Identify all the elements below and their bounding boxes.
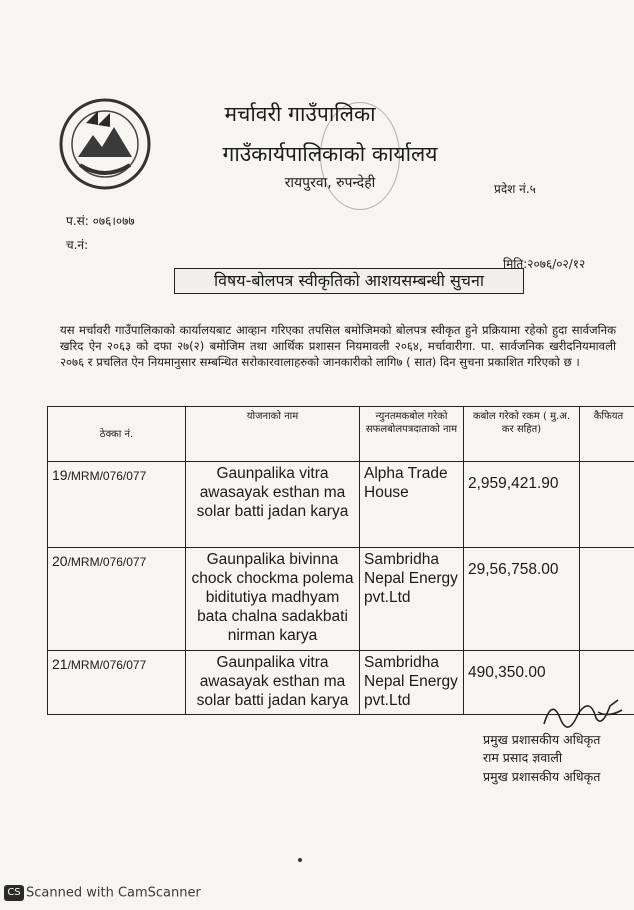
header-remarks: कैफियत	[580, 407, 634, 462]
dispatch-number: च.नं:	[66, 238, 89, 252]
header-contract-no: ठेक्का नं.	[48, 407, 186, 462]
office-location: रायपुरवा, रुपन्देही	[284, 175, 376, 191]
camscanner-text: Scanned with CamScanner	[26, 885, 201, 901]
camscanner-logo-icon: CS	[4, 885, 24, 901]
office-name: गाउँकार्यपालिकाको कार्यालय	[222, 142, 438, 166]
contract-code: /MRM/076/077	[67, 469, 147, 483]
project-name-cell: Gaunpalika vitra awasayak esthan ma solar batti jadan karya	[186, 651, 360, 715]
contract-number: 20	[52, 553, 68, 569]
province-label: प्रदेश नं.५	[494, 182, 536, 196]
contract-no-cell	[48, 651, 186, 715]
bid-amount-cell: 29,56,758.00	[464, 548, 580, 651]
table-row	[48, 548, 634, 651]
reference-number: प.सं: ०७६।०७७	[66, 214, 135, 228]
remarks-cell	[580, 462, 634, 548]
contract-table	[47, 406, 634, 715]
bidder-name-cell: Sambridha Nepal Energy pvt.Ltd	[360, 548, 464, 651]
contract-no-cell	[48, 548, 186, 651]
signatory-title: प्रमुख प्रशासकीय अधिकृत	[483, 732, 601, 747]
remarks-cell	[580, 548, 634, 651]
table-row	[48, 462, 634, 548]
project-name-cell: Gaunpalika vitra awasayak esthan ma solar batti jadan karya	[186, 462, 360, 548]
contract-number: 21	[52, 656, 68, 672]
bidder-name-cell: Sambridha Nepal Energy pvt.Ltd	[360, 651, 464, 715]
header-bid-amount: कबोल गरेको रकम ( मु.अ. कर सहित)	[464, 407, 580, 462]
contract-code: /MRM/076/077	[67, 658, 147, 672]
notice-body: यस मर्चावरी गाउँपालिकाको कार्यालयबाट आव्हान गरिएका तपसिल बमोजिमको बोलपत्र स्वीकृत हुने प्रक्रियामा रहेको हुदा सार्वजनिक खरिद ऐन २०६३ को दफा २७(२) बमोजिम तथा आर्थिक प्रशासन नियमावली २०६४, मर्चावारीगा. पा. सार्वजनिक खरीदनियमावली २०७६ र प्रचलित ऐन नियमानुसार सम्बन्धित सरोकारवालाहरुको जानकारीको लागि७ ( सात) दिन सुचना प्रकाशित गरिएको छ ।	[60, 323, 616, 369]
contract-no-cell	[48, 462, 186, 548]
municipality-name: मर्चावरी गाउँपालिका	[224, 102, 376, 126]
bid-amount-cell: 2,959,421.90	[464, 462, 580, 548]
contract-code: /MRM/076/077	[67, 555, 147, 569]
scan-dot	[298, 858, 302, 862]
header-project-name: योजनाको नाम	[186, 407, 360, 462]
header-bidder-name: न्युनतमकबोल गरेको सफलबोलपत्रदाताको नाम	[360, 407, 464, 462]
contract-number: 19	[52, 467, 68, 483]
signatory-designation: प्रमुख प्रशासकीय अधिकृत	[483, 769, 601, 784]
table-header-row	[48, 407, 634, 462]
bid-amount-cell: 490,350.00	[464, 651, 580, 715]
project-name-cell: Gaunpalika bivinna chock chockma polema biditutiya madhyam bata chalna sadakbati nirman karya	[186, 548, 360, 651]
camscanner-watermark	[4, 885, 201, 901]
notice-subject: विषय-बोलपत्र स्वीकृतिको आशयसम्बन्धी सुचना	[174, 268, 524, 294]
notice-date: मिति:२०७६/०२/१२	[503, 257, 586, 271]
signatory-name: राम प्रसाद ज्ञवाली	[483, 750, 563, 765]
bidder-name-cell: Alpha Trade House	[360, 462, 464, 548]
